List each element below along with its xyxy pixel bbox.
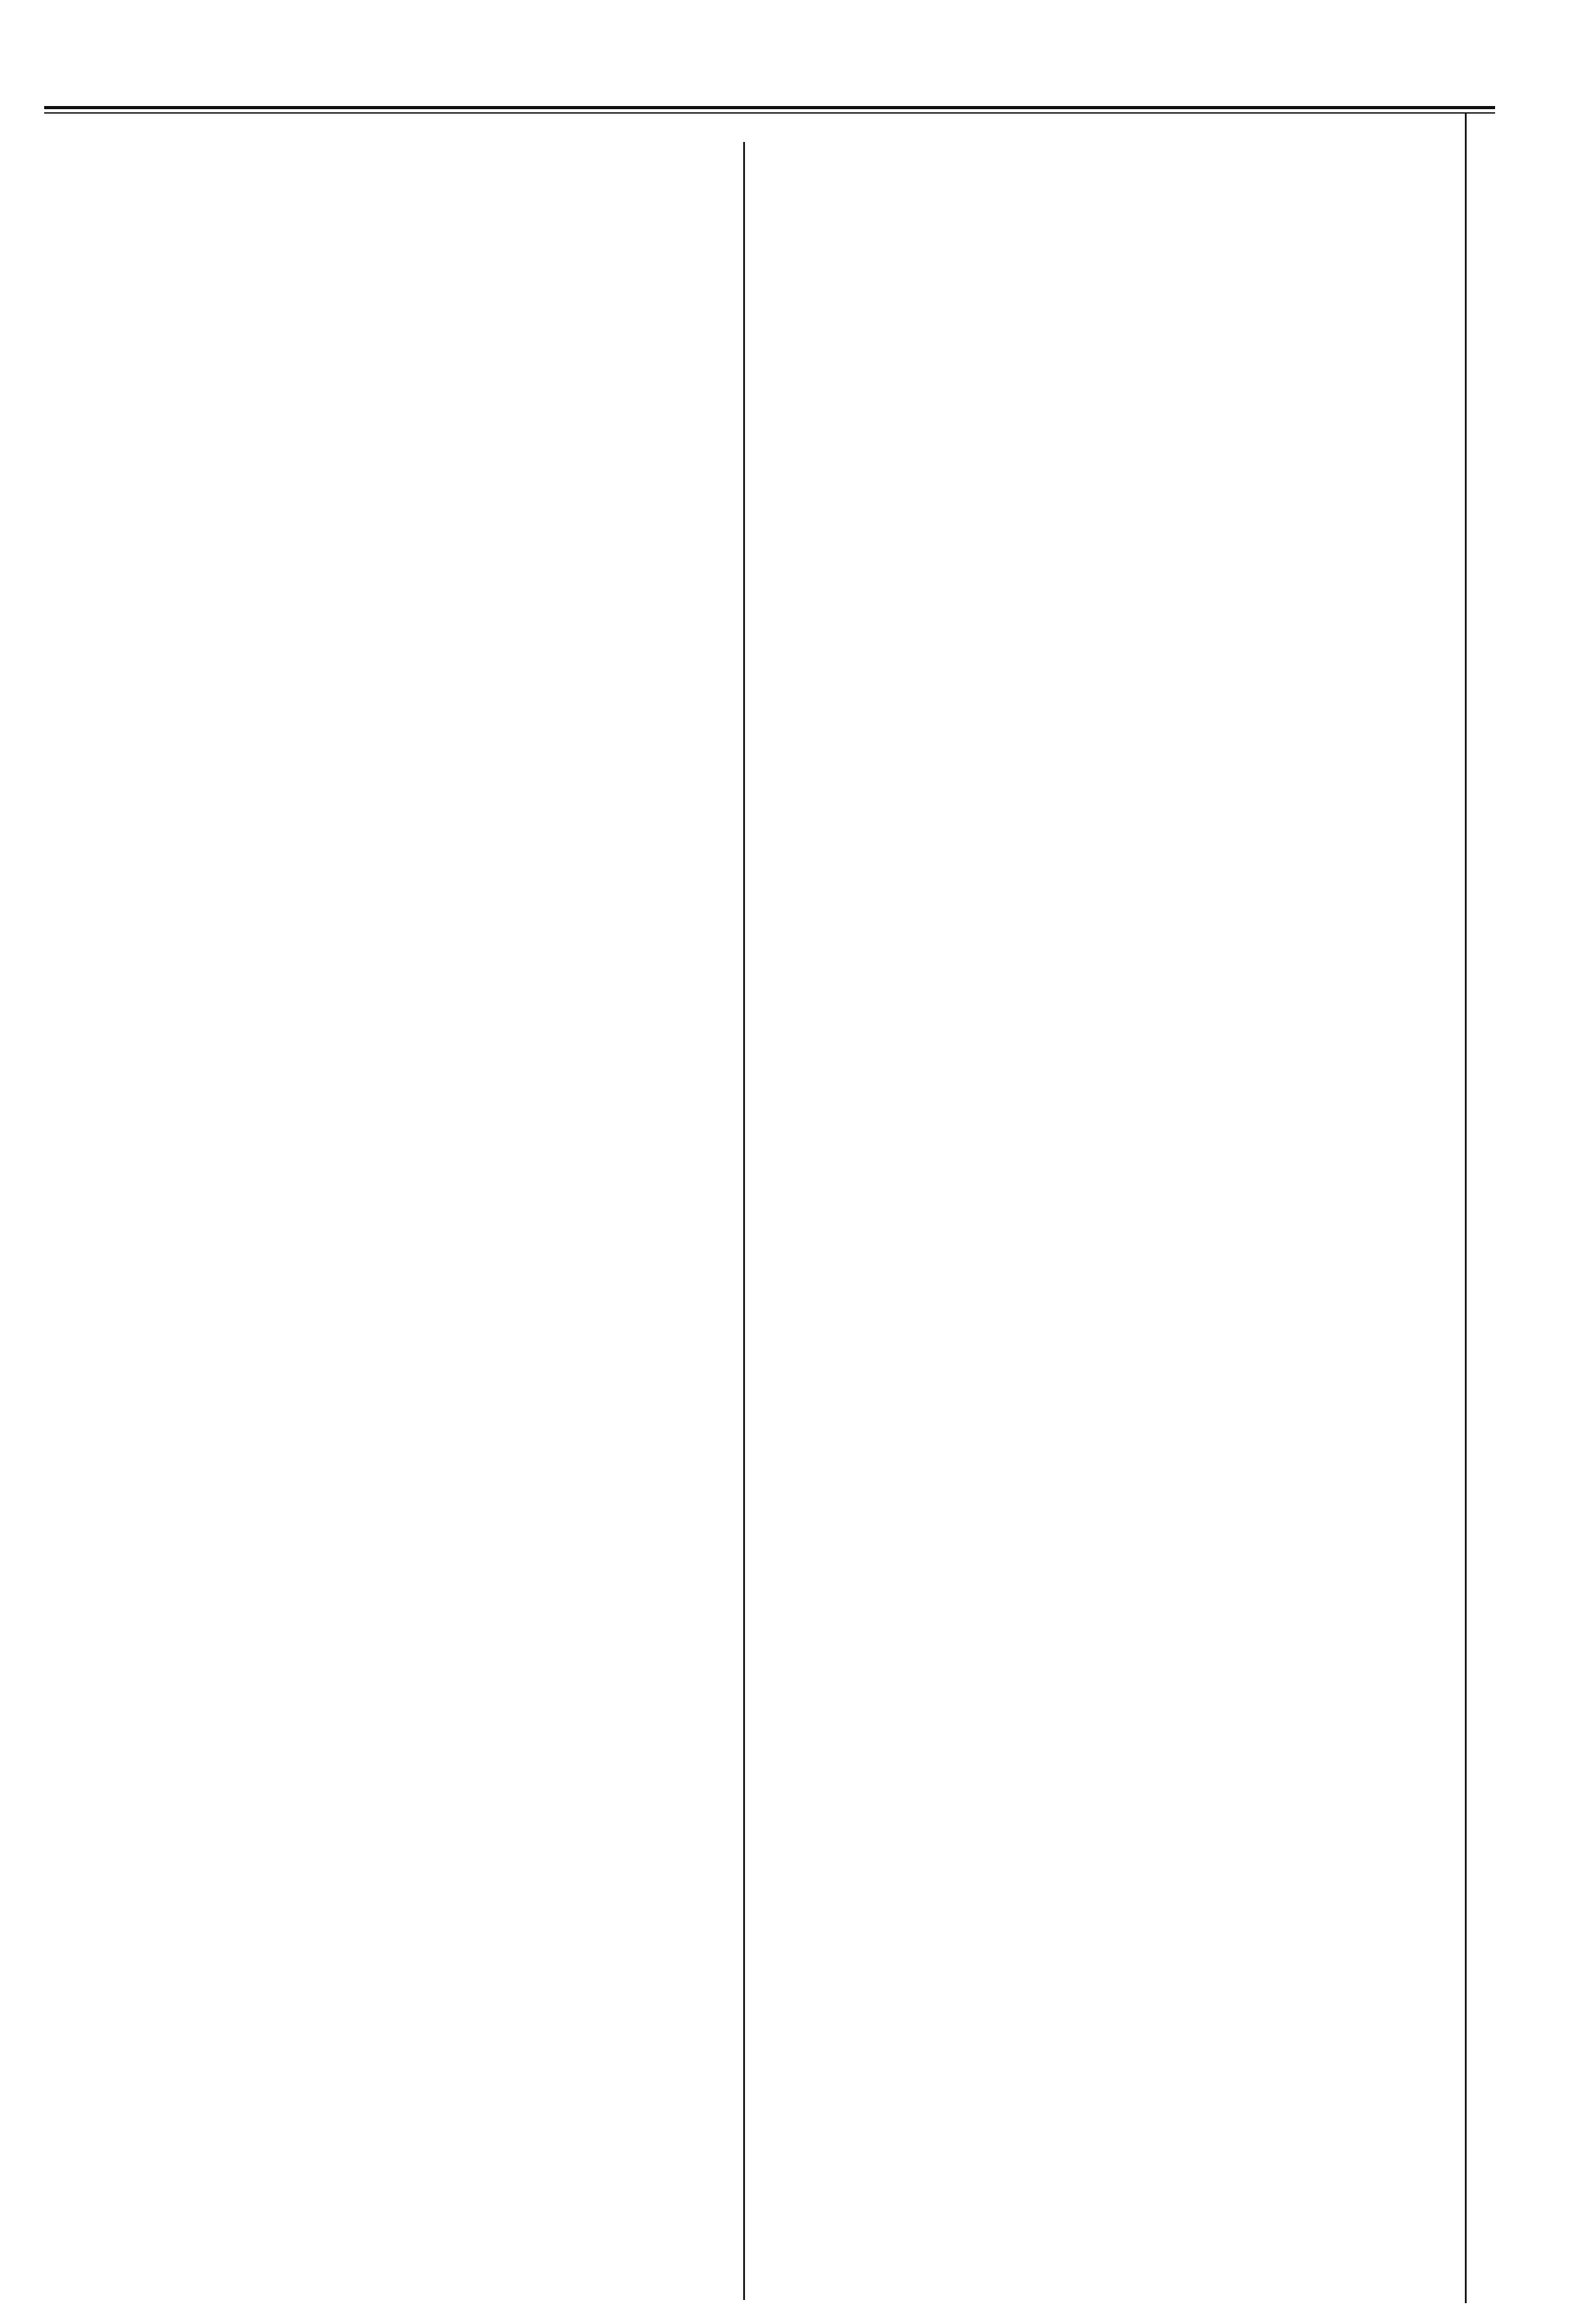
page-header (38, 63, 1564, 101)
header-rule-thin (44, 112, 1495, 114)
header-rule (44, 106, 1495, 109)
left-column (44, 142, 735, 196)
section-title (44, 142, 597, 196)
column-divider (743, 142, 745, 2300)
column-divider-right (1465, 114, 1467, 2303)
